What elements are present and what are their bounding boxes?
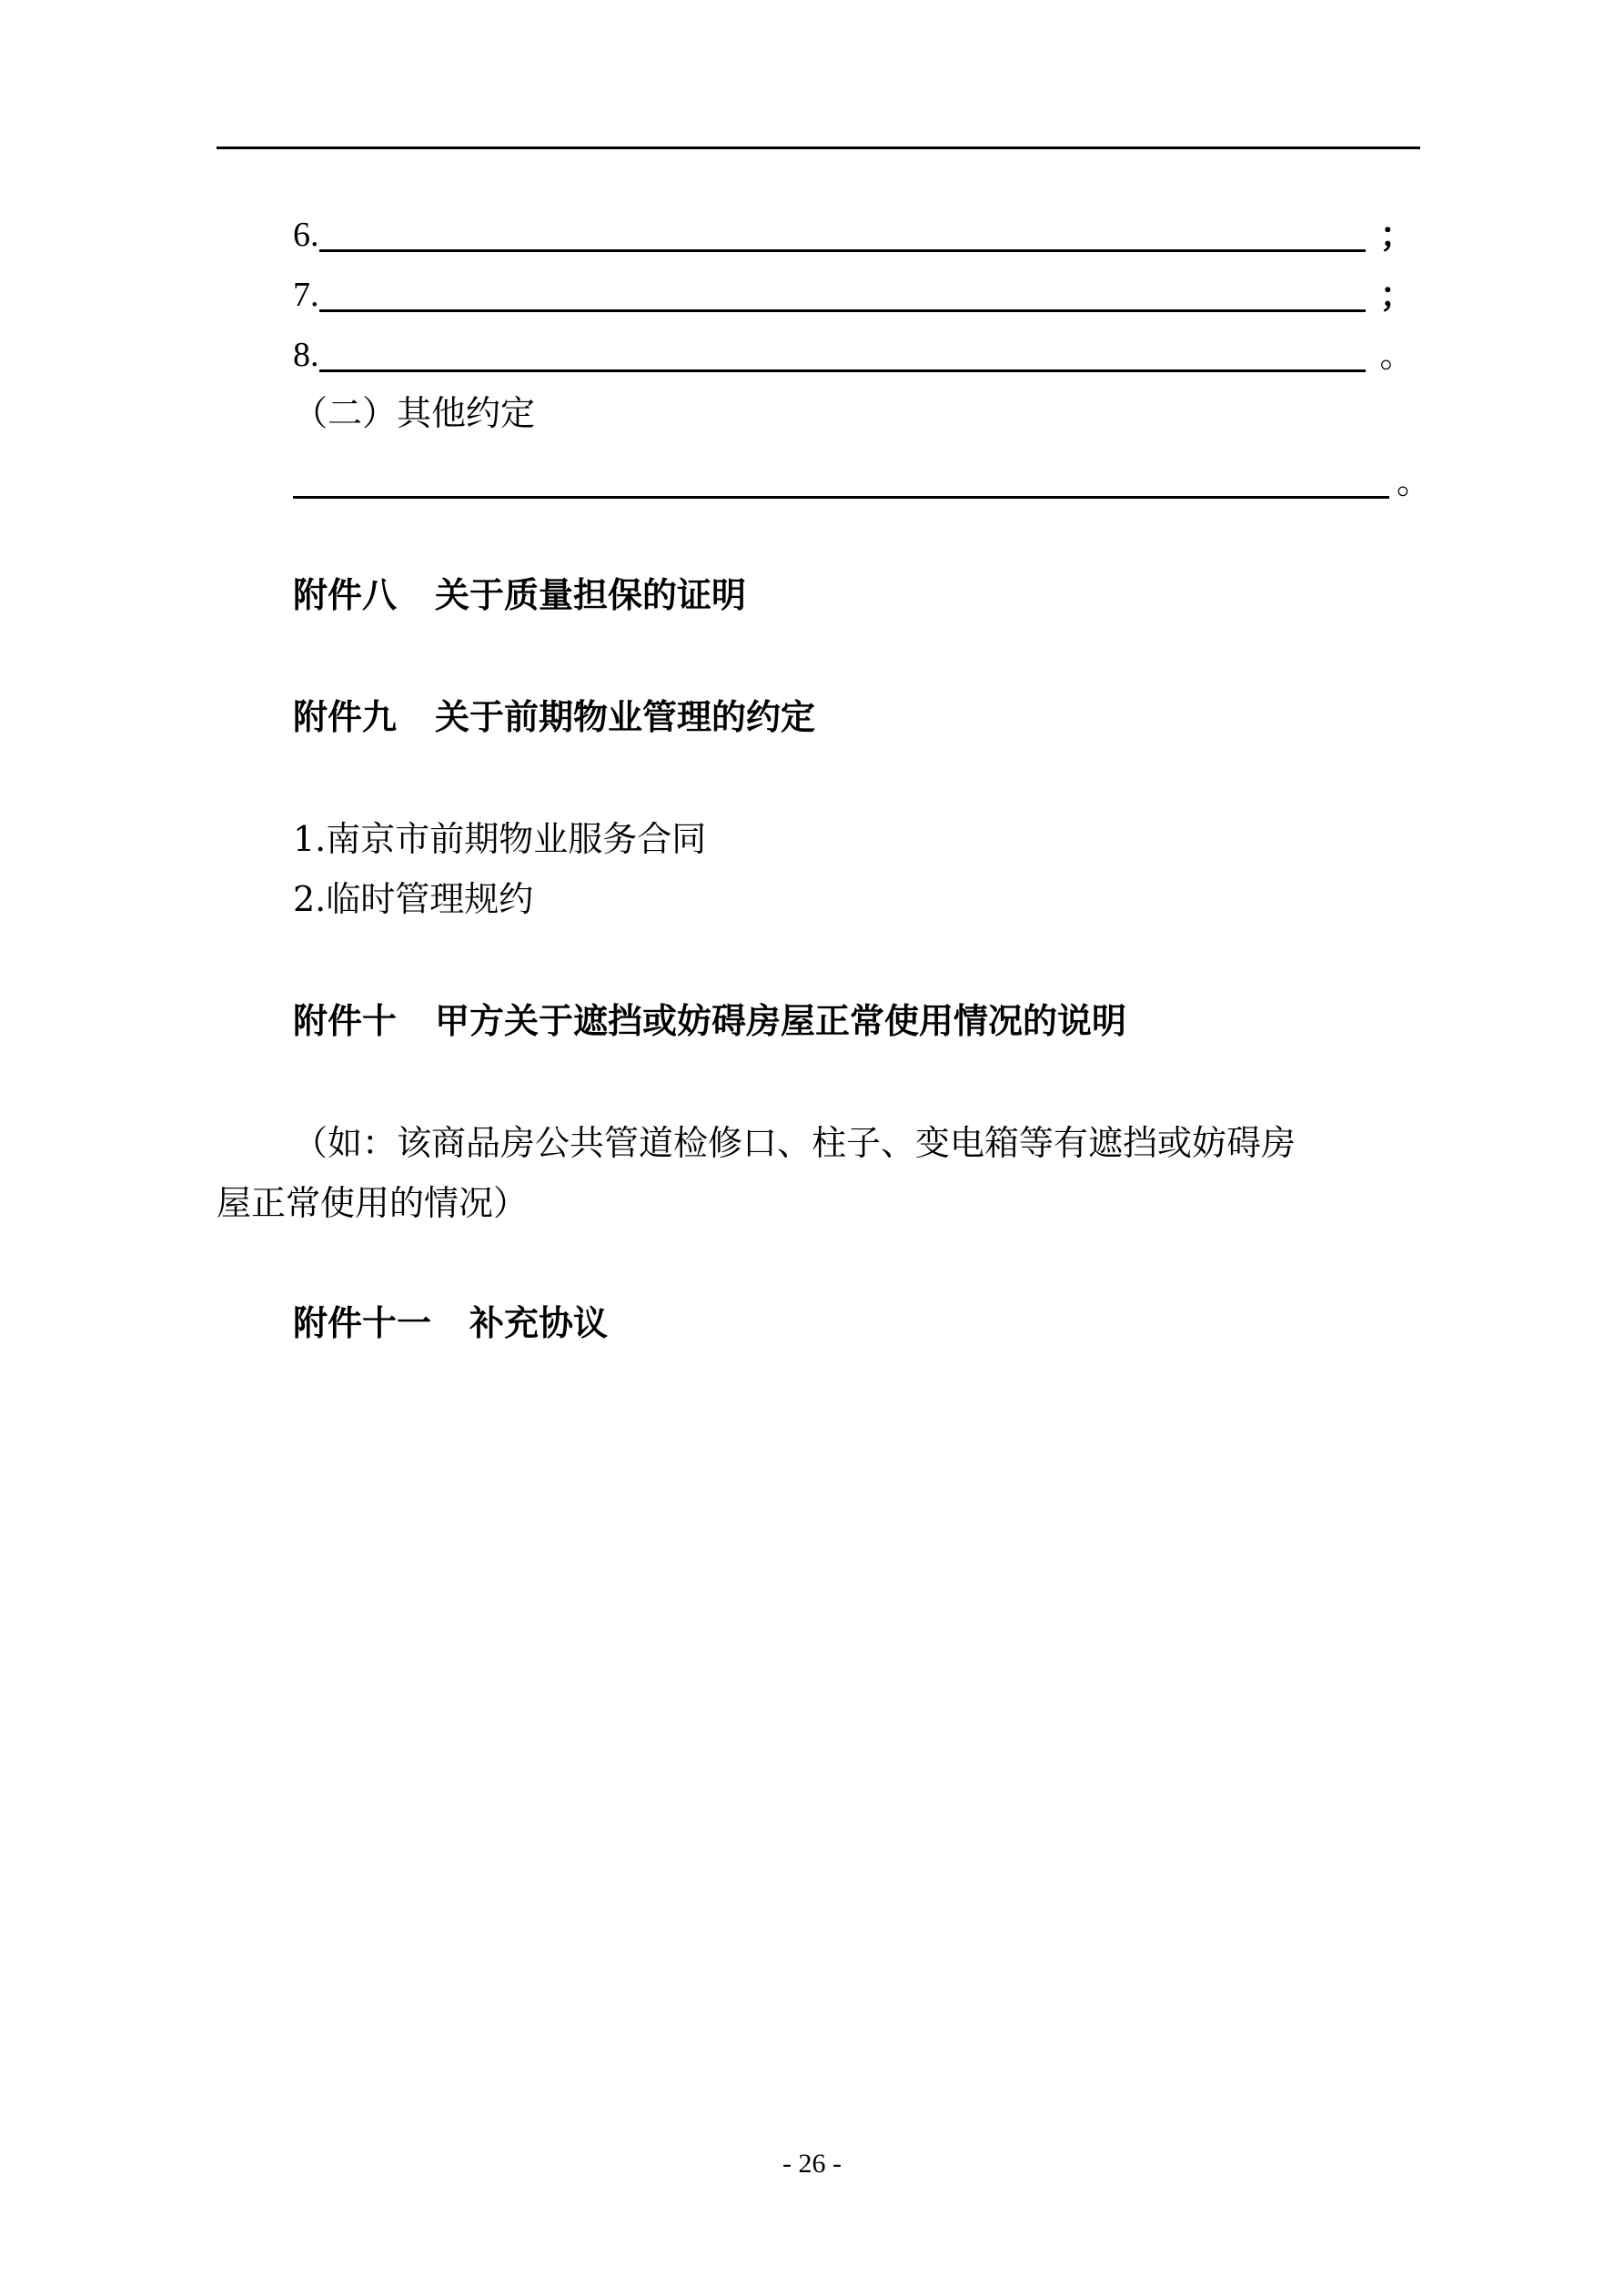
other-agreement-label: （二）其他约定 xyxy=(293,393,536,433)
item-terminator: ； xyxy=(1379,214,1415,255)
other-agreement-blank xyxy=(293,460,1431,503)
item-terminator: ； xyxy=(1379,274,1415,315)
header-rule xyxy=(217,147,1420,149)
annex-10-note-line-2: 屋正常使用的情况） xyxy=(217,1183,529,1223)
annex-title: 关于质量担保的证明 xyxy=(435,575,747,615)
annex-9-item-2: 2.临时管理规约 xyxy=(293,879,534,919)
annex-11-heading xyxy=(293,1301,608,1345)
fill-in-blank[interactable] xyxy=(319,217,1366,252)
annex-title: 甲方关于遮挡或妨碍房屋正常使用情况的说明 xyxy=(435,1001,1127,1041)
annex-label: 附件八 xyxy=(293,575,398,615)
blank-item-6 xyxy=(293,213,1415,257)
annex-10-note-line-1: （如：该商品房公共管道检修口、柱子、变电箱等有遮挡或妨碍房 xyxy=(293,1123,1296,1163)
annex-9-item-1: 1.南京市前期物业服务合同 xyxy=(293,819,707,859)
blank-item-7 xyxy=(293,273,1415,317)
item-number: 7. xyxy=(293,276,319,314)
fill-in-blank[interactable] xyxy=(293,463,1389,499)
annex-title: 补充协议 xyxy=(469,1303,609,1343)
item-number: 6. xyxy=(293,216,319,254)
item-terminator: 。 xyxy=(1379,335,1415,375)
fill-in-blank[interactable] xyxy=(319,277,1366,312)
annex-10-heading xyxy=(293,999,1126,1043)
annex-title: 关于前期物业管理的约定 xyxy=(435,697,816,737)
annex-label: 附件十一 xyxy=(293,1303,432,1343)
page-number: - 26 - xyxy=(782,2149,842,2179)
annex-label: 附件十 xyxy=(293,1001,398,1041)
item-number: 8. xyxy=(293,336,319,374)
annex-8-heading xyxy=(293,573,746,617)
annex-label: 附件九 xyxy=(293,697,398,737)
item-terminator: 。 xyxy=(1397,461,1432,501)
blank-item-8 xyxy=(293,333,1415,377)
fill-in-blank[interactable] xyxy=(319,337,1366,372)
annex-9-heading xyxy=(293,695,815,739)
